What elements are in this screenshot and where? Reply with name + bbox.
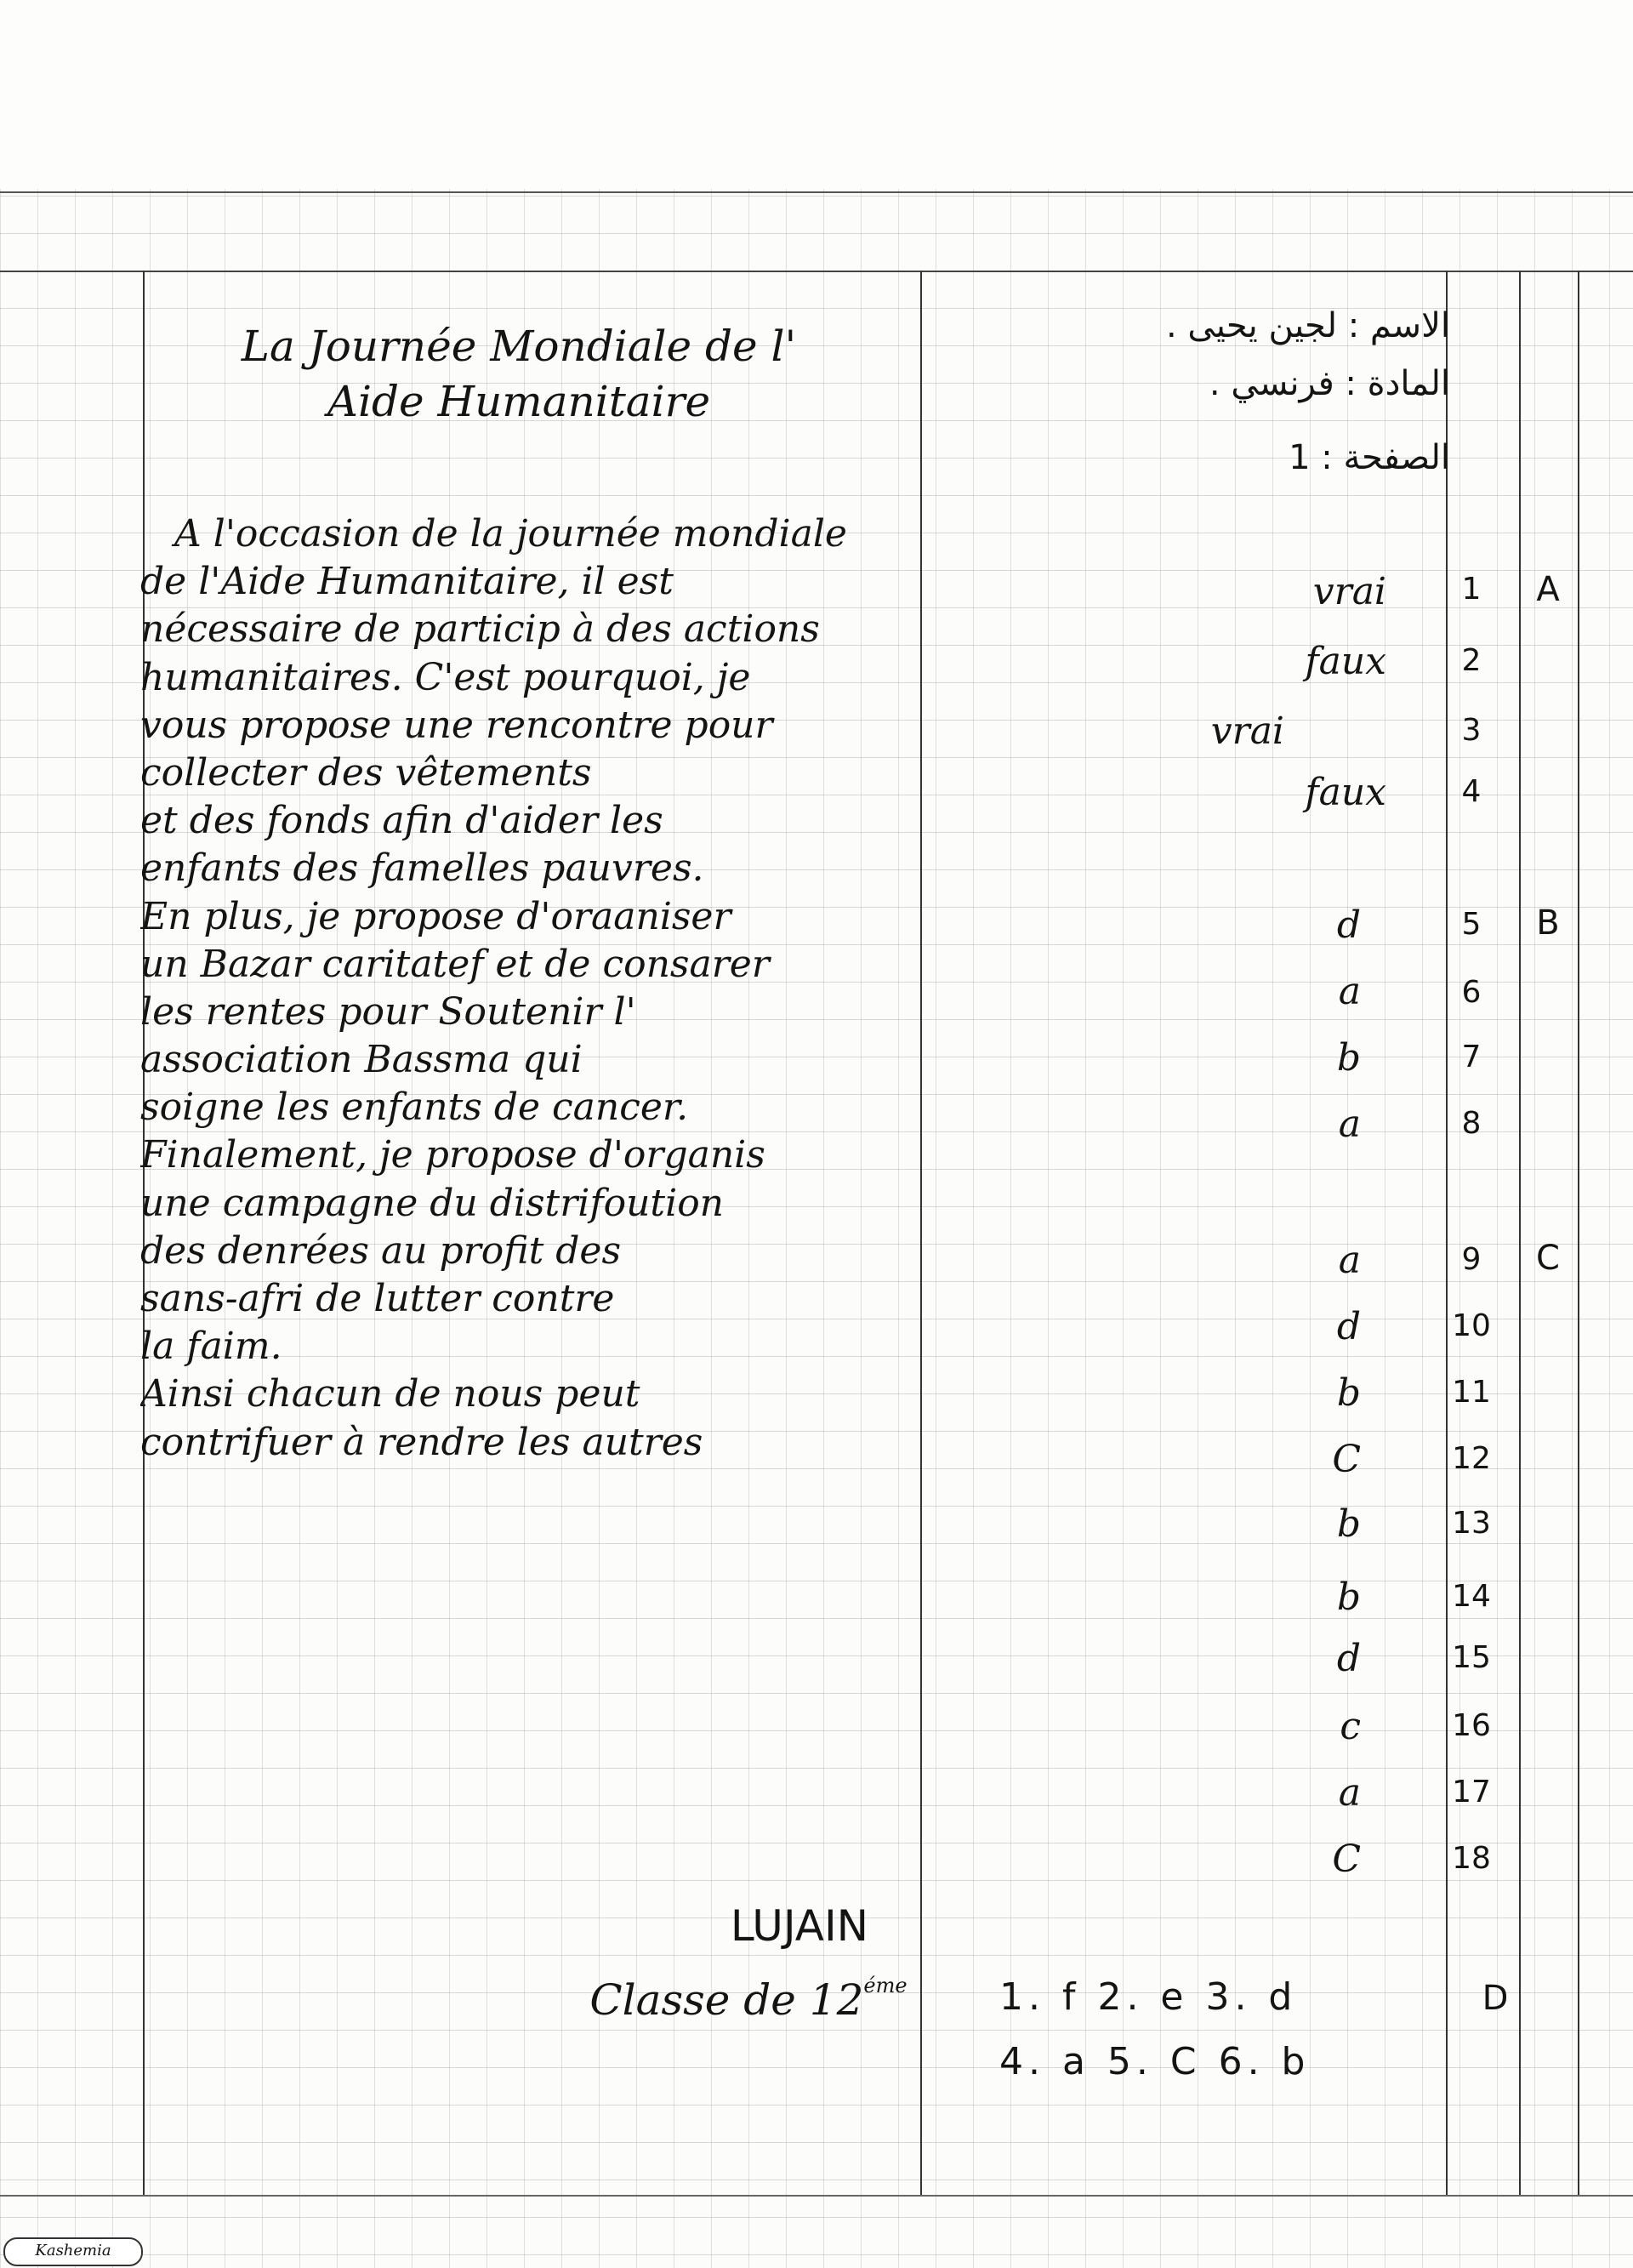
answer-9: a [1338,1239,1361,1282]
question-number-3: 3 [1461,713,1482,748]
answer-16: c [1340,1705,1361,1748]
bottom-rule [0,2195,1633,2197]
header-rule [0,271,1633,272]
answer-14: b [1336,1576,1361,1619]
answer-12: C [1332,1438,1361,1481]
signature-class [561,1974,936,2025]
student-name-line: الاسم : لجين يحيى . [1165,306,1450,345]
column-line-sections [1519,271,1521,2195]
answer-4: faux [1305,771,1386,814]
essay-title-line-1: La Journée Mondiale de l' [241,322,797,371]
essay-line: des denrées au profit des [140,1228,622,1273]
question-number-17: 17 [1452,1775,1491,1809]
matching-answers-line-2: 4. a 5. C 6. b [999,2040,1311,2083]
answer-5: d [1336,903,1361,947]
question-number-2: 2 [1461,643,1482,678]
section-label-a: A [1536,570,1560,609]
column-line-numbers [1446,271,1448,2195]
essay-line: la faim. [140,1325,282,1369]
answer-7: b [1336,1036,1361,1080]
answer-15: d [1336,1637,1361,1680]
essay-line: sans-afri de lutter contre [140,1277,615,1320]
answer-13: b [1336,1502,1361,1546]
question-number-14: 14 [1452,1579,1491,1614]
essay-line: Finalement, je propose d'organis [140,1133,765,1177]
essay-line: enfants des famelles pauvres. [140,846,704,891]
question-number-1: 1 [1461,572,1482,607]
page-top-margin [0,0,1633,189]
essay-line: contrifuer à rendre les autres [140,1420,703,1464]
essay-line: humanitaires. C'est pourquoi, je [140,655,751,699]
essay-title-line-2: Aide Humanitaire [327,377,711,426]
essay-line: A l'occasion de la journée mondiale [174,512,847,556]
essay-line: soigne les enfants de cancer. [140,1086,689,1130]
answer-11: b [1336,1371,1361,1415]
essay-line: une campagne du distrifoution [140,1181,725,1225]
section-label-d: D [1482,1979,1509,2018]
answer-1: vrai [1312,570,1386,613]
essay-line: nécessaire de particip à des actions [140,607,820,652]
column-line-right [1578,271,1579,2195]
essay-line: et des fonds afin d'aider les [140,799,663,843]
notebook-brand-stamp: Kashemia [3,2237,143,2266]
essay-line: de l'Aide Humanitaire, il est [140,560,674,604]
question-number-9: 9 [1461,1242,1482,1277]
question-number-7: 7 [1461,1040,1482,1074]
question-number-12: 12 [1452,1441,1491,1476]
essay-line: Ainsi chacun de nous peut [140,1372,640,1416]
essay-line: les rentes pour Soutenir l' [140,989,636,1034]
answer-3: vrai [1210,709,1284,753]
top-rule [0,191,1633,193]
essay-body [140,510,923,1467]
question-number-6: 6 [1461,975,1482,1010]
essay-line: vous propose une rencontre pour [140,703,773,747]
section-label-b: B [1536,903,1560,943]
section-label-c: C [1536,1239,1560,1278]
essay-line: collecter des vêtements [140,750,592,795]
essay-line: association Bassma qui [140,1038,583,1082]
subject-line: المادة : فرنسي . [1209,364,1450,403]
question-number-8: 8 [1461,1106,1482,1141]
question-number-13: 13 [1452,1506,1491,1541]
signature-class-sup: éme [863,1974,908,1997]
answer-17: a [1338,1771,1361,1815]
question-number-16: 16 [1452,1708,1491,1743]
question-number-15: 15 [1452,1640,1491,1675]
matching-answers-line-1: 1. f 2. e 3. d [999,1975,1298,2019]
answer-18: C [1332,1838,1361,1881]
question-number-4: 4 [1461,774,1482,809]
answer-10: d [1336,1305,1361,1348]
signature-class-text: Classe de 12 [589,1975,864,2025]
essay-line: En plus, je propose d'oraaniser [140,894,731,938]
signature-name: LUJAIN [730,1901,869,1951]
answer-8: a [1338,1103,1361,1146]
question-number-11: 11 [1452,1375,1491,1410]
question-number-10: 10 [1452,1308,1491,1343]
question-number-5: 5 [1461,907,1482,942]
essay-line: un Bazar caritatef et de consarer [140,942,770,986]
question-number-18: 18 [1452,1841,1491,1876]
page-number-line: الصفحة : 1 [1289,438,1450,477]
answer-2: faux [1305,640,1386,683]
answer-6: a [1338,970,1361,1013]
